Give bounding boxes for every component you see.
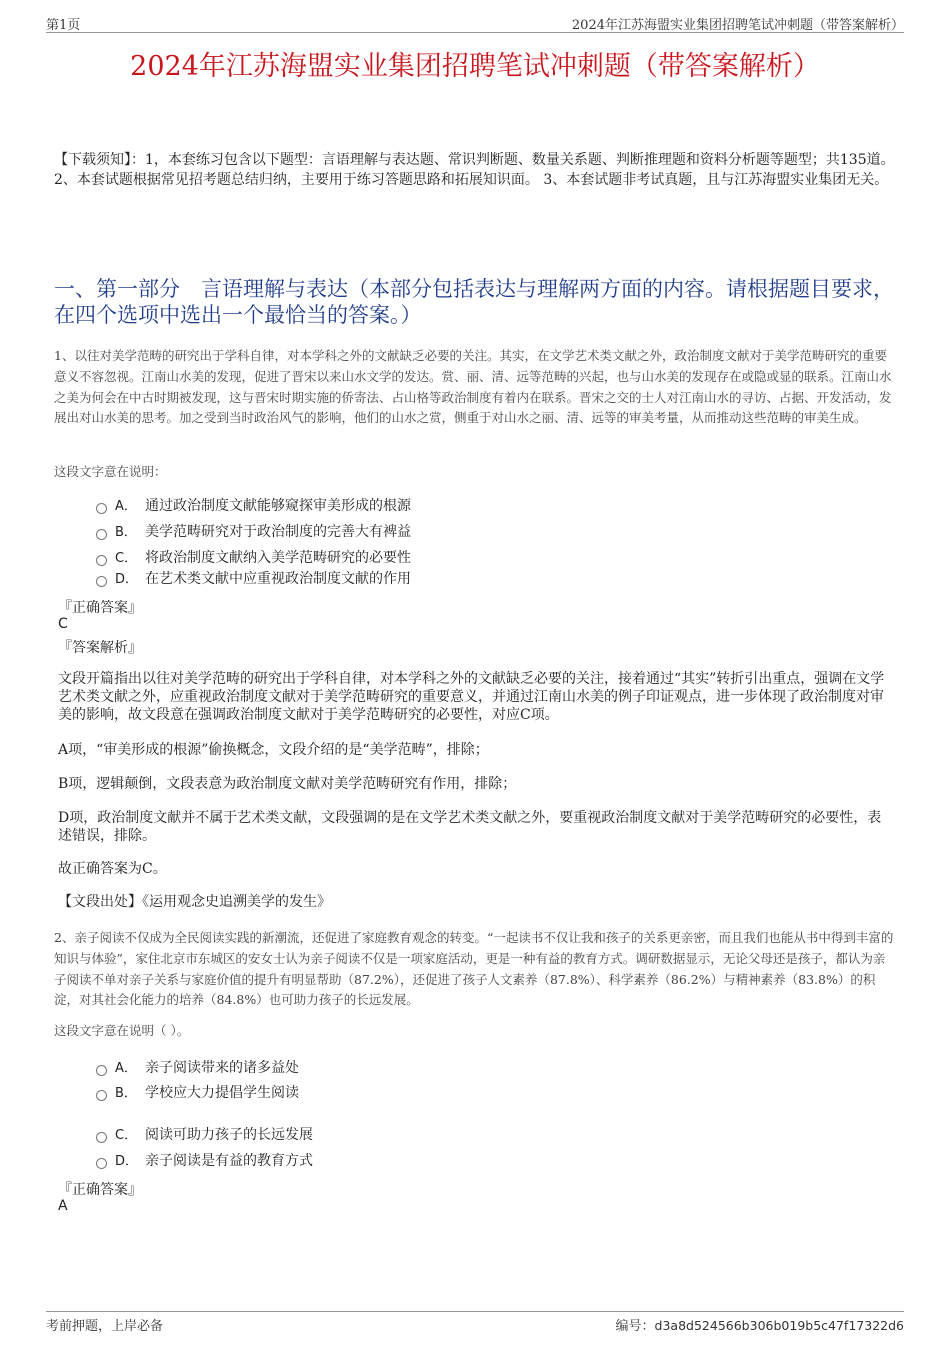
question-1-option-c[interactable]: C． 将政治制度文献纳入美学范畴研究的必要性: [96, 548, 411, 568]
question-2-prompt: 这段文字意在说明（ ）。: [54, 1023, 190, 1038]
question-1-text: 1、以往对美学范畴的研究出于学科自律，对本学科之外的文献缺乏必要的关注。其实，在文学艺术类文献之外，政治制度文献对于美学范畴研究的重要意义不容忽视。江南山水美的发现，促进了晋宋以来山水文学的发达。赏、丽、清、远等范畴的兴起，也与山水美的发现存在或隐或显的联系。江南山水之美为何会在中古时期被发现，这与晋宋时期实施的侨寄法、占山格等政治制度有着内在联系。晋宋之交的士人对江南山水的寻访、占据、开发活动，发展出对山水美的思考。加之受到当时政治风气的影响，他们的山水之赏，侧重于对山水之丽、清、远等的审美考量，从而推动这些范畴的审美生成。: [54, 348, 892, 426]
question-2-option-c[interactable]: C． 阅读可助力孩子的长远发展: [96, 1125, 313, 1145]
correct-answer-value: C: [58, 616, 68, 632]
header-doc-title: 2024年江苏海盟实业集团招聘笔试冲刺题（带答案解析）: [571, 18, 904, 33]
analysis-option-b: B项，逻辑颠倒，文段表意为政治制度文献对美学范畴研究有作用，排除；: [58, 776, 517, 792]
analysis-conclusion: 故正确答案为C。: [58, 861, 167, 877]
page-header: [46, 14, 904, 33]
page-footer: [46, 1311, 904, 1334]
download-notice: 【下载须知】：1，本套练习包含以下题型：言语理解与表达题、常识判断题、数量关系题、判断推理题和资料分析题等题型；共135道。 2、本套试题根据常见招考题总结归纳，主要用于练习答题思路和拓展知识面。 3、本套试题非考试真题，且与江苏海盟实业集团无关。: [54, 152, 895, 188]
radio-icon[interactable]: [96, 503, 107, 514]
passage-source: 【文段出处】《运用观念史追溯美学的发生》: [58, 894, 331, 910]
radio-icon[interactable]: [96, 576, 107, 587]
question-2-text: 2、亲子阅读不仅成为全民阅读实践的新潮流，还促进了家庭教育观念的转变。“一起读书不仅让我和孩子的关系更亲密，而且我们也能从书中得到丰富的知识与体验”，家住北京市东城区的安女士认为亲子阅读不仅是一项家庭活动，更是一种有益的教育方式。调研数据显示，无论父母还是孩子，都认为亲子阅读不单对亲子关系与家庭价值的提升有明显帮助（87.2%），还促进了孩子人文素养（87.8%）、科学素养（86.2%）与精神素养（83.8%）的积淀，对其社会化能力的培养（84.8%）也可助力孩子的长远发展。: [54, 930, 894, 1008]
radio-icon[interactable]: [96, 529, 107, 540]
question-1-prompt: 这段文字意在说明：: [54, 464, 167, 479]
correct-answer-label: 『正确答案』: [58, 600, 142, 616]
document-title: 2024年江苏海盟实业集团招聘笔试冲刺题（带答案解析）: [130, 51, 820, 82]
footer-code: 编号：d3a8d524566b306b019b5c47f17322d6: [615, 1318, 904, 1334]
analysis-option-a: A项，“审美形成的根源”偷换概念，文段介绍的是“美学范畴”，排除；: [58, 742, 489, 758]
q2-correct-answer-value: A: [58, 1198, 68, 1214]
page-number: 第1页: [46, 18, 81, 33]
question-1-option-d[interactable]: D． 在艺术类文献中应重视政治制度文献的作用: [96, 569, 411, 589]
analysis-option-d: D项，政治制度文献并不属于艺术类文献，文段强调的是在文学艺术类文献之外，要重视政治制度文献对于美学范畴研究的必要性，表述错误，排除。: [58, 810, 882, 844]
question-1-option-a[interactable]: A． 通过政治制度文献能够窥探审美形成的根源: [96, 496, 411, 516]
radio-icon[interactable]: [96, 1132, 107, 1143]
radio-icon[interactable]: [96, 555, 107, 566]
question-1-option-b[interactable]: B． 美学范畴研究对于政治制度的完善大有裨益: [96, 522, 411, 542]
q2-correct-answer-label: 『正确答案』: [58, 1182, 142, 1198]
section-heading: 一、第一部分 言语理解与表达（本部分包括表达与理解两方面的内容。请根据题目要求，在四个选项中选出一个最恰当的答案。）: [54, 277, 894, 327]
radio-icon[interactable]: [96, 1158, 107, 1169]
analysis-paragraph: 文段开篇指出以往对美学范畴的研究出于学科自律，对本学科之外的文献缺乏必要的关注，接着通过“其实”转折引出重点，强调在文学艺术类文献之外，应重视政治制度文献对于美学范畴研究的重要意义，并通过江南山水美的例子印证观点，进一步体现了政治制度对审美的影响，故文段意在强调政治制度文献对于美学范畴研究的必要性，对应C项。: [58, 671, 885, 723]
radio-icon[interactable]: [96, 1090, 107, 1101]
question-2-option-a[interactable]: A． 亲子阅读带来的诸多益处: [96, 1058, 299, 1078]
footer-slogan: 考前押题，上岸必备: [46, 1319, 164, 1334]
radio-icon[interactable]: [96, 1065, 107, 1076]
question-2-option-b[interactable]: B． 学校应大力提倡学生阅读: [96, 1083, 299, 1103]
answer-analysis-label: 『答案解析』: [58, 640, 142, 656]
question-2-option-d[interactable]: D． 亲子阅读是有益的教育方式: [96, 1151, 313, 1171]
